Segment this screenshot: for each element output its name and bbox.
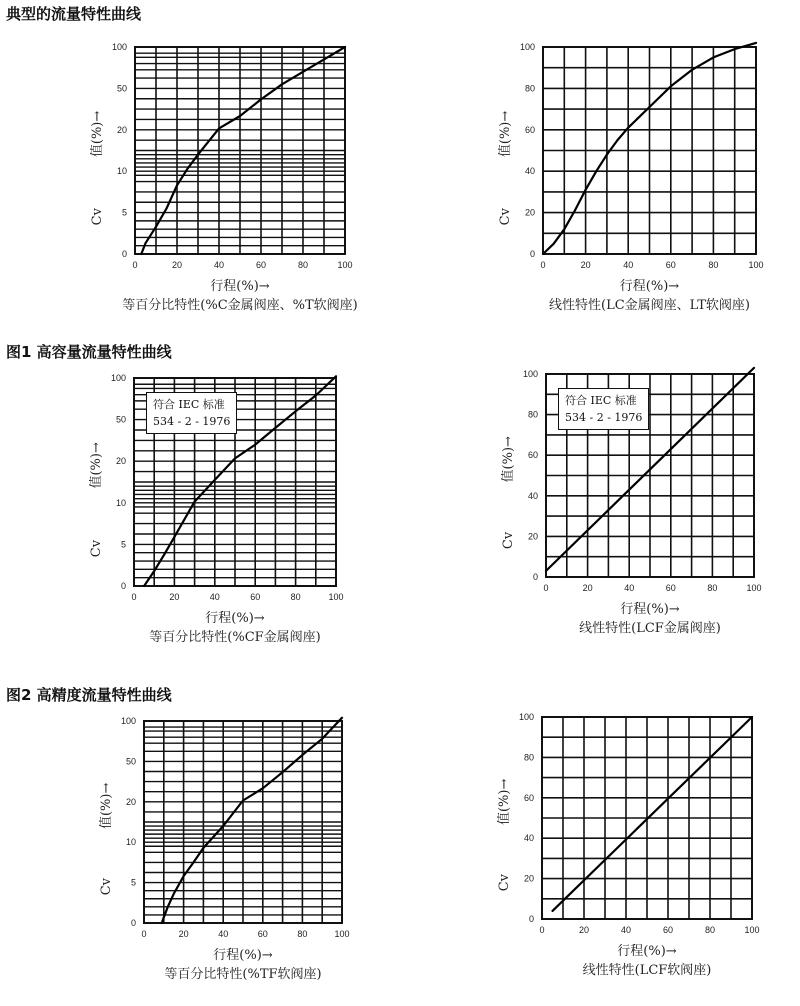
y-tick-label: 0 — [121, 249, 127, 259]
y-tick-label: 20 — [125, 796, 136, 807]
chart-caption: 线性特性(LCF金属阀座) — [579, 621, 721, 636]
iec-standard-line-1: 符合 IEC 标准 — [565, 394, 637, 407]
x-tick-label: 40 — [218, 929, 229, 939]
y-tick-label: 10 — [115, 497, 126, 508]
x-tick-label: 60 — [662, 925, 674, 935]
y-tick-label: 5 — [121, 207, 127, 218]
x-tick-label: 60 — [257, 929, 268, 939]
y-tick-label: 100 — [519, 42, 535, 52]
iec-standard-line-2: 534 - 2 - 1976 — [153, 415, 231, 428]
x-axis-label: 行程(%)→ — [619, 279, 680, 294]
series-line — [553, 717, 753, 911]
y-axis-label-cv: Cv — [90, 208, 105, 226]
chart-svg — [497, 712, 760, 935]
y-tick-label: 80 — [527, 409, 538, 420]
x-tick-label: 80 — [704, 925, 716, 935]
y-tick-label: 100 — [111, 42, 127, 52]
x-tick-label: 0 — [132, 260, 138, 270]
x-tick-label: 60 — [665, 260, 676, 270]
y-tick-label: 40 — [527, 490, 538, 501]
x-axis-label: 行程(%)→ — [213, 948, 273, 963]
x-tick-label: 80 — [708, 260, 719, 270]
x-tick-label: 0 — [543, 583, 549, 593]
x-tick-label: 80 — [297, 929, 308, 939]
y-axis-label-cv: Cv — [99, 877, 114, 896]
iec-standard-box — [146, 392, 237, 434]
x-tick-label: 0 — [540, 260, 546, 270]
series-line — [162, 718, 342, 923]
y-axis-label-value: 值(%)→ — [99, 782, 114, 830]
x-tick-label: 0 — [131, 592, 137, 602]
x-tick-label: 20 — [580, 260, 591, 270]
y-axis-label-value: 值(%)→ — [89, 442, 104, 489]
x-tick-label: 20 — [169, 592, 180, 602]
x-tick-label: 100 — [334, 929, 350, 939]
y-tick-label: 0 — [528, 914, 534, 924]
y-tick-label: 40 — [523, 833, 534, 844]
y-tick-label: 40 — [524, 166, 535, 177]
y-tick-label: 80 — [524, 83, 535, 94]
x-axis-label: 行程(%)→ — [620, 602, 680, 617]
chart-svg — [498, 42, 764, 270]
x-tick-label: 20 — [578, 925, 590, 935]
chart-panel-eq-pct-c-t — [90, 42, 358, 313]
y-tick-label: 100 — [110, 373, 126, 383]
y-tick-label: 50 — [115, 414, 126, 425]
y-tick-label: 10 — [125, 837, 136, 848]
y-axis-label-cv: Cv — [497, 873, 512, 892]
x-tick-label: 40 — [213, 260, 225, 270]
y-tick-label: 60 — [527, 450, 538, 461]
figure-1-title: 图1 高容量流量特性曲线 — [6, 343, 172, 361]
x-tick-label: 40 — [209, 592, 220, 602]
chart-panel-eq-pct-tf — [99, 716, 350, 982]
y-axis-label-cv: Cv — [89, 539, 104, 558]
x-tick-label: 0 — [141, 929, 147, 939]
y-tick-label: 10 — [116, 166, 127, 177]
y-tick-label: 20 — [527, 531, 538, 542]
y-tick-label: 60 — [523, 792, 534, 803]
x-tick-label: 100 — [748, 260, 764, 270]
chart-svg — [99, 716, 350, 939]
y-tick-label: 0 — [130, 918, 136, 928]
y-tick-label: 50 — [116, 83, 127, 94]
chart-caption: 等百分比特性(%TF软阀座) — [164, 967, 322, 982]
chart-caption: 线性特性(LCF软阀座) — [582, 963, 712, 978]
x-tick-label: 100 — [744, 925, 760, 935]
y-tick-label: 20 — [116, 124, 127, 135]
y-tick-label: 20 — [523, 873, 534, 884]
x-tick-label: 60 — [255, 260, 267, 270]
y-tick-label: 50 — [125, 756, 136, 767]
y-tick-label: 100 — [120, 716, 136, 726]
y-tick-label: 0 — [532, 572, 538, 582]
y-tick-label: 5 — [130, 877, 136, 888]
iec-standard-box — [558, 388, 649, 430]
x-tick-label: 40 — [620, 925, 632, 935]
y-tick-label: 20 — [524, 207, 535, 218]
iec-standard-line-2: 534 - 2 - 1976 — [565, 411, 643, 424]
chart-panel-linear-lcf-soft — [497, 712, 760, 978]
y-axis-label-value: 值(%)→ — [497, 778, 512, 826]
x-tick-label: 40 — [624, 583, 635, 593]
chart-svg — [90, 42, 353, 270]
chart-caption: 等百分比特性(%CF金属阀座) — [149, 630, 321, 645]
x-tick-label: 60 — [250, 592, 261, 602]
iec-standard-line-1: 符合 IEC 标准 — [153, 398, 225, 411]
y-tick-label: 60 — [524, 124, 535, 135]
chart-panel-eq-pct-cf — [89, 373, 344, 645]
y-tick-label: 20 — [115, 456, 126, 467]
chart-panel-linear-lcf-metal — [501, 369, 762, 636]
chart-caption: 线性特性(LC金属阀座、LT软阀座) — [549, 298, 750, 313]
y-tick-label: 0 — [529, 249, 535, 259]
y-axis-label-value: 值(%)→ — [90, 110, 105, 158]
y-tick-label: 5 — [120, 539, 126, 550]
figure-2-title: 图2 高精度流量特性曲线 — [6, 686, 172, 704]
x-tick-label: 20 — [171, 260, 183, 270]
x-tick-label: 40 — [623, 260, 634, 270]
y-axis-label-cv: Cv — [498, 208, 513, 226]
x-axis-label: 行程(%)→ — [210, 279, 270, 294]
y-axis-label-value: 值(%)→ — [501, 436, 516, 483]
chart-caption: 等百分比特性(%C金属阀座、%T软阀座) — [122, 298, 358, 313]
x-tick-label: 80 — [290, 592, 301, 602]
y-tick-label: 0 — [120, 581, 126, 591]
x-tick-label: 80 — [707, 583, 718, 593]
page-title: 典型的流量特性曲线 — [6, 5, 142, 23]
x-axis-label: 行程(%)→ — [617, 944, 677, 959]
y-axis-label-cv: Cv — [501, 531, 516, 550]
x-tick-label: 20 — [582, 583, 593, 593]
x-tick-label: 20 — [178, 929, 189, 939]
x-tick-label: 80 — [297, 260, 309, 270]
x-tick-label: 100 — [337, 260, 353, 270]
x-axis-label: 行程(%)→ — [205, 611, 265, 626]
chart-panel-linear-lc-lt — [498, 42, 764, 313]
y-axis-label-value: 值(%)→ — [498, 110, 513, 158]
x-tick-label: 0 — [539, 925, 545, 935]
x-tick-label: 100 — [328, 592, 344, 602]
y-tick-label: 100 — [522, 369, 538, 379]
x-tick-label: 100 — [746, 583, 762, 593]
x-tick-label: 60 — [665, 583, 676, 593]
y-tick-label: 100 — [518, 712, 534, 722]
y-tick-label: 80 — [523, 752, 534, 763]
